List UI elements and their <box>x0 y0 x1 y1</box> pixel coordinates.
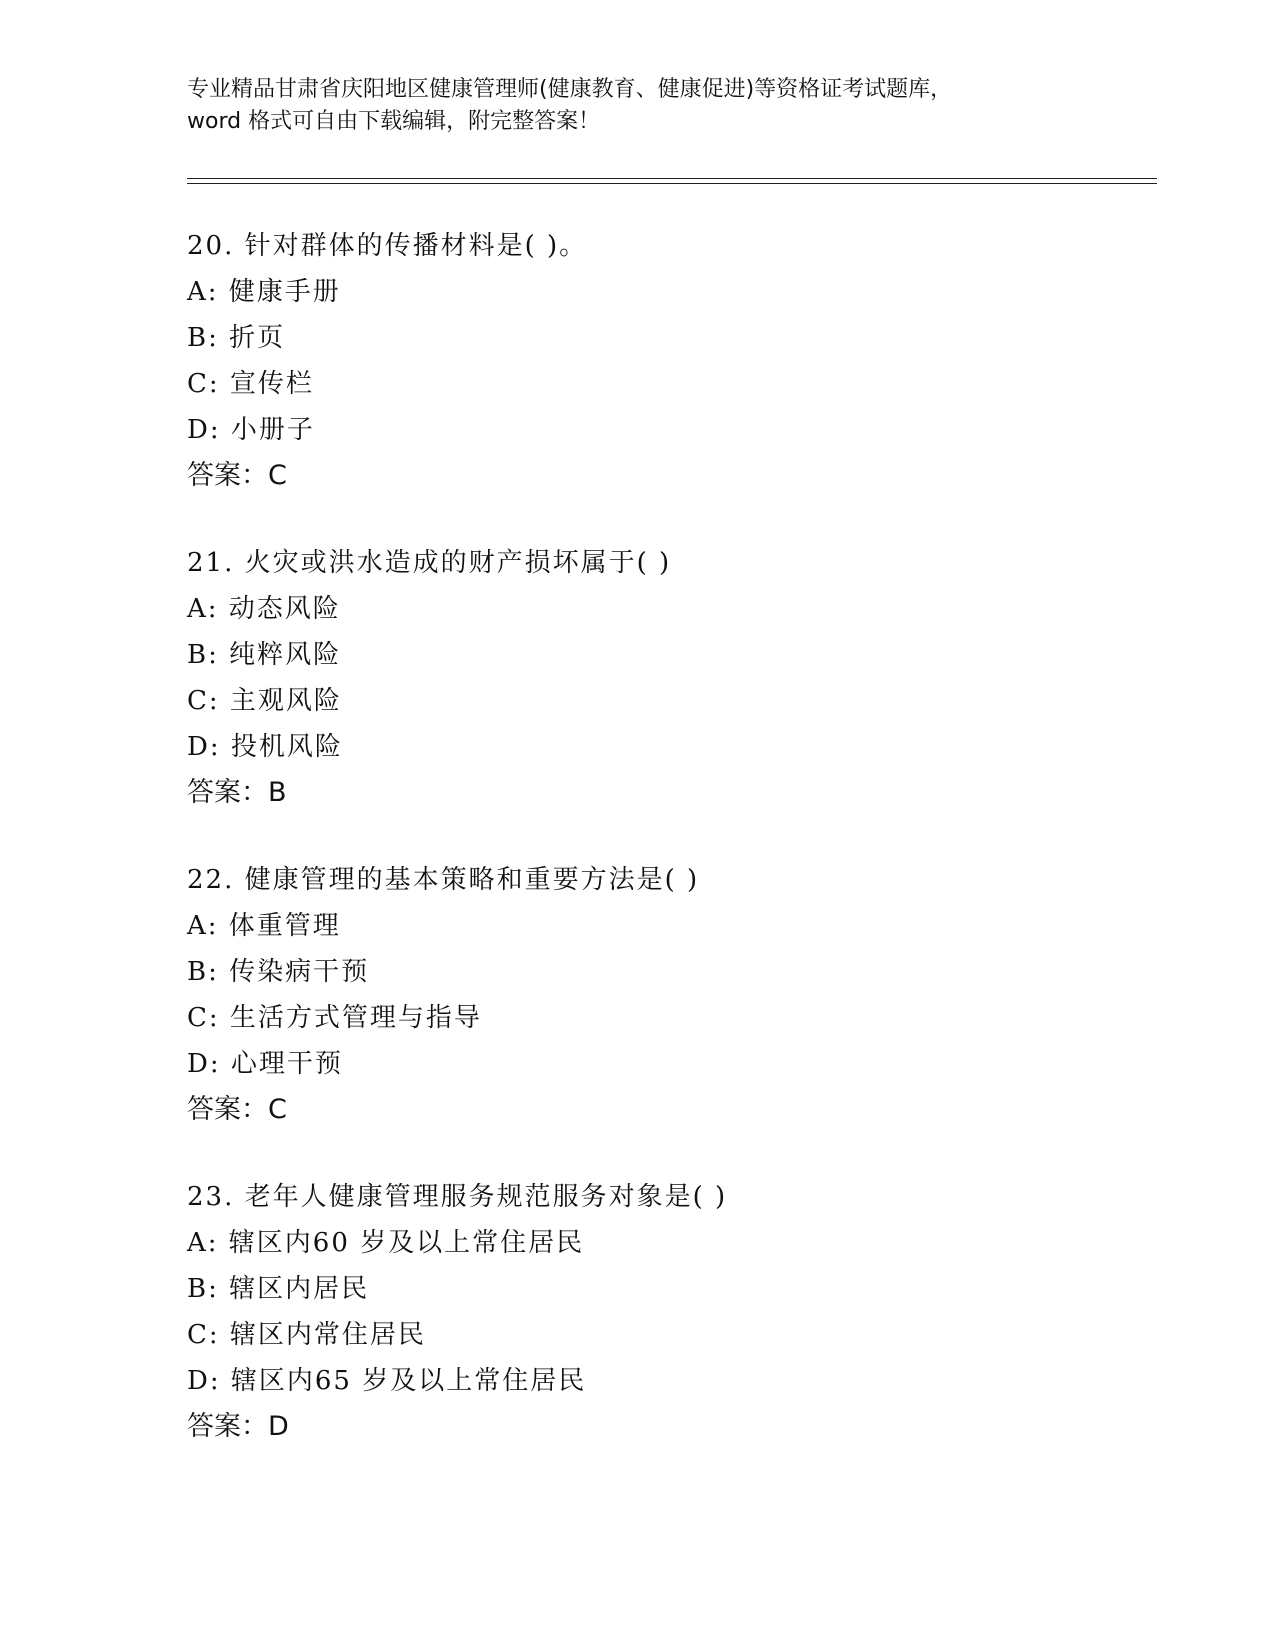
option-b: B: 纯粹风险 <box>187 640 342 670</box>
question-23 <box>187 1174 1137 1450</box>
answer: 答案：C <box>187 1094 287 1125</box>
header-line-1: 专业精品甘肃省庆阳地区健康管理师(健康教育、健康促进)等资格证考试题库， <box>187 77 953 102</box>
option-a: A: 动态风险 <box>187 594 341 624</box>
question-stem: 21. 火灾或洪水造成的财产损坏属于( ) <box>187 548 672 578</box>
question-21 <box>187 540 1137 816</box>
question-22 <box>187 857 1137 1133</box>
answer: 答案：C <box>187 460 287 491</box>
question-stem: 23. 老年人健康管理服务规范服务对象是( ) <box>187 1182 728 1212</box>
option-d: D: 心理干预 <box>187 1049 343 1079</box>
question-stem: 22. 健康管理的基本策略和重要方法是( ) <box>187 865 700 895</box>
option-c: C: 生活方式管理与指导 <box>187 1003 482 1033</box>
option-c: C: 辖区内常住居民 <box>187 1320 426 1350</box>
question-stem: 20. 针对群体的传播材料是( )。 <box>187 231 588 261</box>
option-c: C: 宣传栏 <box>187 369 314 399</box>
document-header <box>187 74 1087 138</box>
answer: 答案：D <box>187 1411 289 1442</box>
option-b: B: 传染病干预 <box>187 957 370 987</box>
question-20 <box>187 223 1137 499</box>
option-b: B: 折页 <box>187 323 286 353</box>
answer: 答案：B <box>187 777 287 808</box>
header-line-2: word 格式可自由下载编辑，附完整答案！ <box>187 109 601 134</box>
option-d: D: 投机风险 <box>187 732 343 762</box>
header-divider-top <box>187 178 1157 179</box>
option-a: A: 辖区内60 岁及以上常住居民 <box>187 1228 585 1258</box>
option-b: B: 辖区内居民 <box>187 1274 370 1304</box>
option-a: A: 健康手册 <box>187 277 341 307</box>
option-a: A: 体重管理 <box>187 911 341 941</box>
option-c: C: 主观风险 <box>187 686 342 716</box>
header-divider-bottom <box>187 183 1157 184</box>
option-d: D: 辖区内65 岁及以上常住居民 <box>187 1366 587 1396</box>
option-d: D: 小册子 <box>187 415 315 445</box>
